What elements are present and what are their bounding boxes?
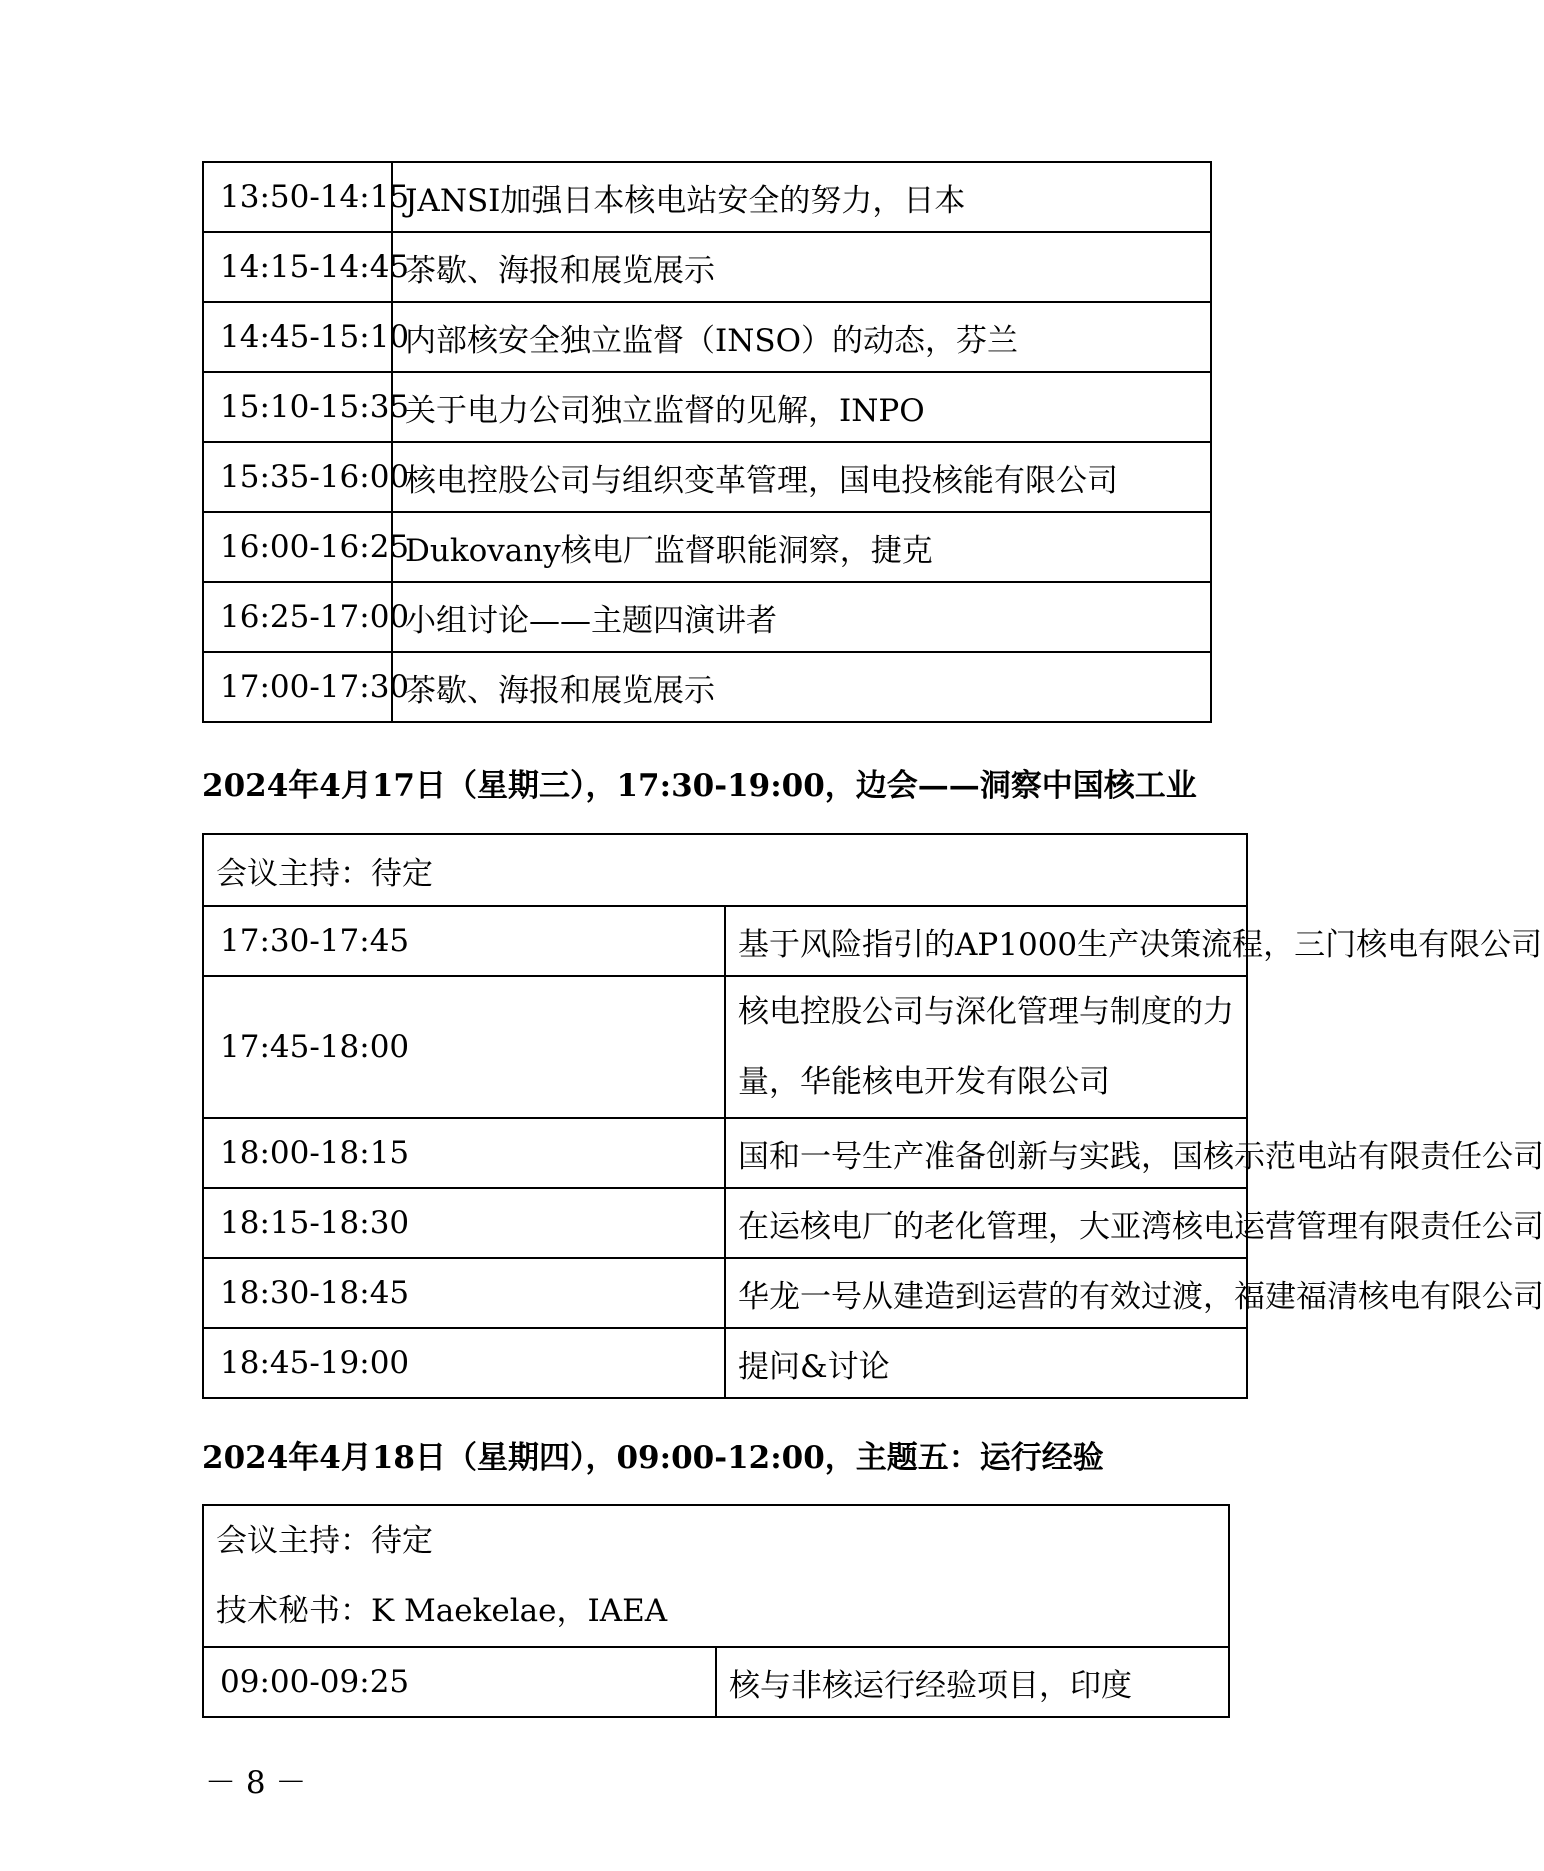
host-line: 会议主持：待定 xyxy=(216,1523,433,1559)
time-cell: 13:50-14:15 xyxy=(203,162,392,232)
section-heading-side-event: 2024年4月17日（星期三），17:30-19:00，边会——洞察中国核工业 xyxy=(202,768,1197,804)
table-row xyxy=(203,512,1211,582)
schedule-table-topic5 xyxy=(202,1504,1230,1718)
time-cell: 17:30-17:45 xyxy=(203,906,725,976)
table-row xyxy=(203,1328,1247,1398)
host-cell: 会议主持：待定 xyxy=(203,834,1247,906)
table-row xyxy=(203,582,1211,652)
section-heading-topic5: 2024年4月18日（星期四），09:00-12:00，主题五：运行经验 xyxy=(202,1440,1104,1476)
desc-cell: 在运核电厂的老化管理，大亚湾核电运营管理有限责任公司 xyxy=(725,1188,1247,1258)
host-row xyxy=(203,1505,1229,1647)
desc-cell: 小组讨论——主题四演讲者 xyxy=(392,582,1211,652)
table-row xyxy=(203,1118,1247,1188)
time-cell: 14:45-15:10 xyxy=(203,302,392,372)
time-cell: 15:10-15:35 xyxy=(203,372,392,442)
time-cell: 18:45-19:00 xyxy=(203,1328,725,1398)
table-row xyxy=(203,1258,1247,1328)
time-cell: 17:00-17:30 xyxy=(203,652,392,722)
time-cell: 16:25-17:00 xyxy=(203,582,392,652)
time-cell: 18:15-18:30 xyxy=(203,1188,725,1258)
table-row xyxy=(203,1188,1247,1258)
table-row xyxy=(203,162,1211,232)
table-row xyxy=(203,372,1211,442)
schedule-table-side-event xyxy=(202,833,1544,1399)
desc-cell: 内部核安全独立监督（INSO）的动态，芬兰 xyxy=(392,302,1211,372)
host-row xyxy=(203,834,1247,906)
desc-cell: 核电控股公司与深化管理与制度的力量，华能核电开发有限公司 xyxy=(725,976,1247,1118)
table-row xyxy=(203,232,1211,302)
desc-cell: 华龙一号从建造到运营的有效过渡，福建福清核电有限公司 xyxy=(725,1258,1247,1328)
table-row xyxy=(203,906,1247,976)
time-cell: 16:00-16:25 xyxy=(203,512,392,582)
desc-cell: 茶歇、海报和展览展示 xyxy=(392,652,1211,722)
time-cell: 18:00-18:15 xyxy=(203,1118,725,1188)
desc-cell: 提问&讨论 xyxy=(725,1328,1247,1398)
table-row xyxy=(203,442,1211,512)
time-cell: 17:45-18:00 xyxy=(203,976,725,1118)
table-row xyxy=(203,652,1211,722)
desc-cell: 基于风险指引的AP1000生产决策流程，三门核电有限公司 xyxy=(725,906,1247,976)
time-cell: 14:15-14:45 xyxy=(203,232,392,302)
desc-cell: 茶歇、海报和展览展示 xyxy=(392,232,1211,302)
desc-cell: Dukovany核电厂监督职能洞察，捷克 xyxy=(392,512,1211,582)
desc-cell: 国和一号生产准备创新与实践，国核示范电站有限责任公司 xyxy=(725,1118,1247,1188)
page-number: － 8 － xyxy=(205,1765,307,1801)
table-row xyxy=(203,976,1247,1118)
secretary-line: 技术秘书：K Maekelae，IAEA xyxy=(216,1593,668,1629)
time-cell: 15:35-16:00 xyxy=(203,442,392,512)
schedule-table-topic4 xyxy=(202,161,1212,723)
time-cell: 09:00-09:25 xyxy=(203,1647,716,1717)
table-row xyxy=(203,302,1211,372)
desc-cell: 核电控股公司与组织变革管理，国电投核能有限公司 xyxy=(392,442,1211,512)
table-row xyxy=(203,1647,1229,1717)
desc-cell: 关于电力公司独立监督的见解，INPO xyxy=(392,372,1211,442)
desc-cell: JANSI加强日本核电站安全的努力，日本 xyxy=(392,162,1211,232)
time-cell: 18:30-18:45 xyxy=(203,1258,725,1328)
desc-cell: 核与非核运行经验项目，印度 xyxy=(716,1647,1229,1717)
host-cell xyxy=(203,1505,1229,1647)
